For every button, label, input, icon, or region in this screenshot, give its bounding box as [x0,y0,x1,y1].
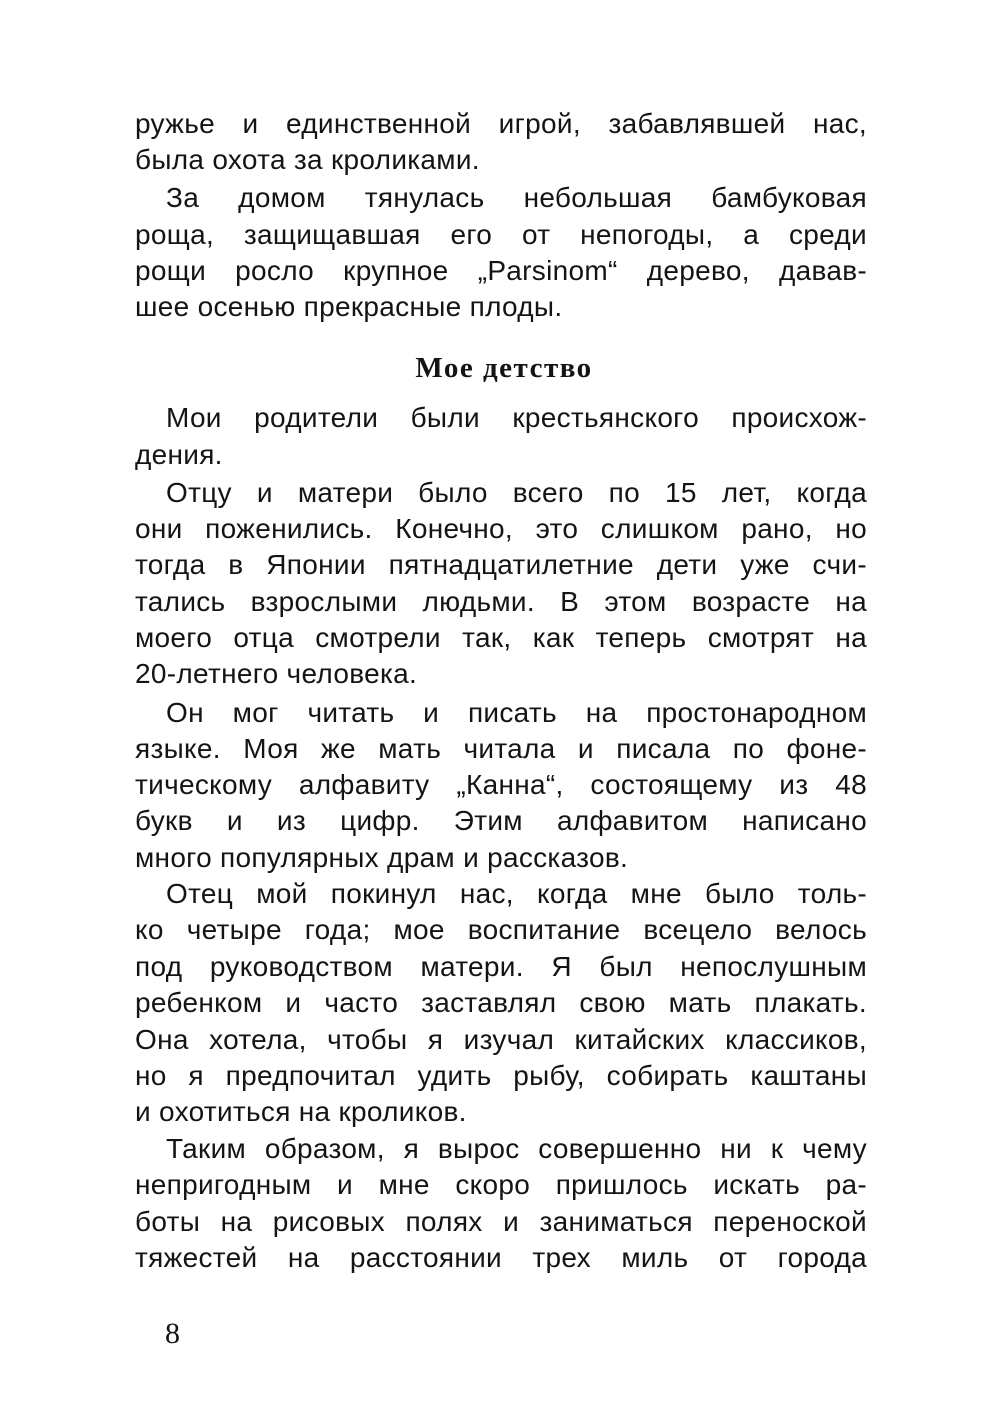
text-line: Мои родители были крестьянского происхож- [166,402,867,433]
text-line: тяжестей на расстоянии трех миль от города [135,1242,867,1273]
text-line: шее осенью прекрасные плоды. [135,291,563,322]
text-line: была охота за кроликами. [135,144,480,175]
text-line: тогда в Японии пятнадцатилетние дети уже счи- [135,549,867,580]
text-line: Она хотела, чтобы я изучал китайских классиков, [135,1024,867,1055]
text-line: много популярных драм и рассказов. [135,842,629,873]
text-line: ружье и единственной игрой, забавлявшей нас, [135,108,867,139]
text-line: Таким образом, я вырос совершенно ни к чему [166,1133,867,1164]
text-line: букв и из цифр. Этим алфавитом написано [135,805,867,836]
text-line: боты на рисовых полях и заниматься переноской [135,1206,867,1237]
text-line: языке. Моя же мать читала и писала по фоне- [135,733,867,764]
page-number: 8 [165,1317,180,1350]
text-line: ко четыре года; мое воспитание всецело велось [135,914,867,945]
text-line: 20-летнего человека. [135,658,418,689]
text-line: они поженились. Конечно, это слишком рано, но [135,513,867,544]
section-heading: Мое детство [415,352,593,384]
text-line: Он мог читать и писать на простонародном [166,697,867,728]
text-line: тались взрослыми людьми. В этом возрасте на [135,586,867,617]
text-line: роща, защищавшая его от непогоды, а среди [135,219,867,250]
text-line: ребенком и часто заставлял свою мать плакать. [135,987,867,1018]
text-line: непригодным и мне скоро пришлось искать ра- [135,1169,867,1200]
text-line: За домом тянулась небольшая бамбуковая [166,182,867,213]
text-line: дения. [135,439,223,470]
text-line: тическому алфавиту „Канна“, состоящему из 48 [135,769,867,800]
text-line: Отцу и матери было всего по 15 лет, когда [166,477,867,508]
text-line: рощи росло крупное „Parsinom“ дерево, давав- [135,255,867,286]
text-line: Отец мой покинул нас, когда мне было толь- [166,878,867,909]
text-line: и охотиться на кроликов. [135,1096,467,1127]
text-line: под руководством матери. Я был непослушным [135,951,867,982]
text-line: моего отца смотрели так, как теперь смотрят на [135,622,867,653]
text-line: но я предпочитал удить рыбу, собирать каштаны [135,1060,867,1091]
